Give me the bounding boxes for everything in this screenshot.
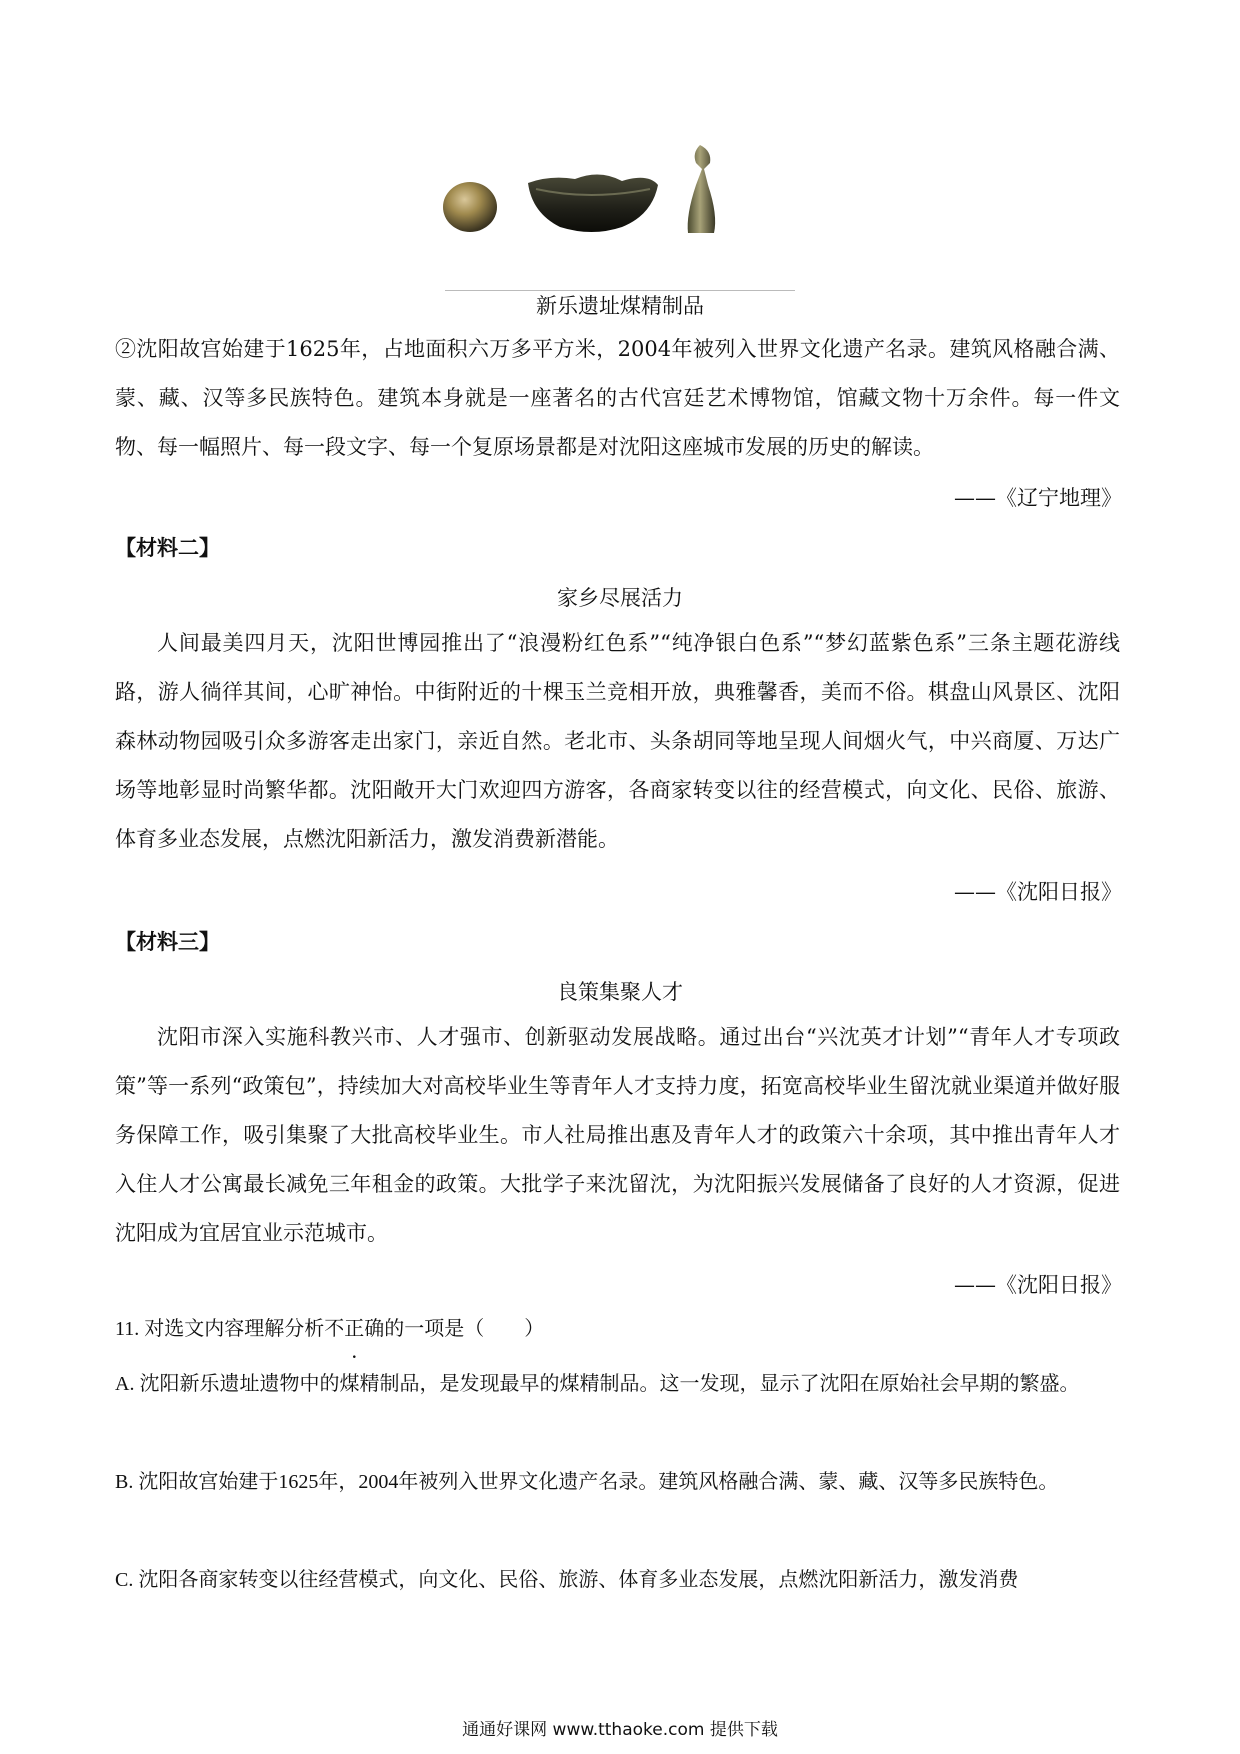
bowl-artifact <box>528 174 658 232</box>
material2-title: 家乡尽展活力 <box>557 586 683 610</box>
material3-paragraph: 沈阳市深入实施科教兴市、人才强市、创新驱动发展战略。通过出台“兴沈英才计划”“青年人才专项政策”等一系列“政策包”，持续加大对高校毕业生等青年人才支持力度，拓宽高校毕业生留沈就业渠道并做好服务保障工作，吸引集聚了大批高校毕业生。市人社局推出惠及青年人才的政策六十余项，其中推出青年人才入住人才公寓最长减免三年租金的政策。大批学子来沈留沈，为沈阳振兴发展储备了良好的人才资源，促进沈阳成为宜居宜业示范城市。 <box>115 1025 1120 1245</box>
material3-title: 良策集聚人才 <box>557 980 683 1004</box>
question-stem-tail: 的一项是（ ） <box>384 1318 545 1340</box>
ball-artifact <box>443 182 497 232</box>
material1-source: ——《辽宁地理》 <box>954 486 1122 510</box>
page-footer: 通通好课网 www.tthaoke.com 提供下载 <box>462 1720 778 1740</box>
coal-artifacts-image <box>440 145 810 295</box>
option-a[interactable]: A. 沈阳新乐遗址遗物中的煤精制品，是发现最早的煤精制品。这一发现，显示了沈阳在原始社会早期的繁盛。 <box>115 1373 1080 1395</box>
material1-paragraph: ②沈阳故宫始建于1625年，占地面积六万多平方米，2004年被列入世界文化遗产名录。建筑风格融合满、蒙、藏、汉等多民族特色。建筑本身就是一座著名的古代宫廷艺术博物馆，馆藏文物十万余件。每一件文物、每一幅照片、每一段文字、每一个复原场景都是对沈阳这座城市发展的历史的解读。 <box>115 337 1120 459</box>
material2-source: ——《沈阳日报》 <box>954 880 1122 904</box>
pendant-artifact <box>688 145 715 233</box>
material3-heading: 【材料三】 <box>115 930 220 954</box>
question-stem-text: 11. 对选文内容理解分析 <box>115 1318 325 1340</box>
material2-heading: 【材料二】 <box>115 536 220 560</box>
figure-caption: 新乐遗址煤精制品 <box>536 294 704 318</box>
material2-paragraph: 人间最美四月天，沈阳世博园推出了“浪漫粉红色系”“纯净银白色系”“梦幻蓝紫色系”三条主题花游线路，游人徜徉其间，心旷神怡。中街附近的十棵玉兰竞相开放，典雅馨香，美而不俗。棋盘山风景区、沈阳森林动物园吸引众多游客走出家门，亲近自然。老北市、头条胡同等地呈现人间烟火气，中兴商厦、万达广场等地彰显时尚繁华都。沈阳敞开大门欢迎四方游客，各商家转变以往的经营模式，向文化、民俗、旅游、体育多业态发展，点燃沈阳新活力，激发消费新潜能。 <box>115 631 1120 851</box>
question-stem <box>115 1305 1125 1354</box>
material3-source: ——《沈阳日报》 <box>954 1273 1122 1297</box>
question-emphasis: 不正确 <box>324 1318 385 1340</box>
artifact-figure <box>440 145 810 295</box>
option-b[interactable]: B. 沈阳故宫始建于1625年，2004年被列入世界文化遗产名录。建筑风格融合满、蒙、藏、汉等多民族特色。 <box>115 1471 1059 1493</box>
option-c[interactable]: C. 沈阳各商家转变以往经营模式，向文化、民俗、旅游、体育多业态发展，点燃沈阳新活力，激发消费 <box>115 1569 1019 1591</box>
